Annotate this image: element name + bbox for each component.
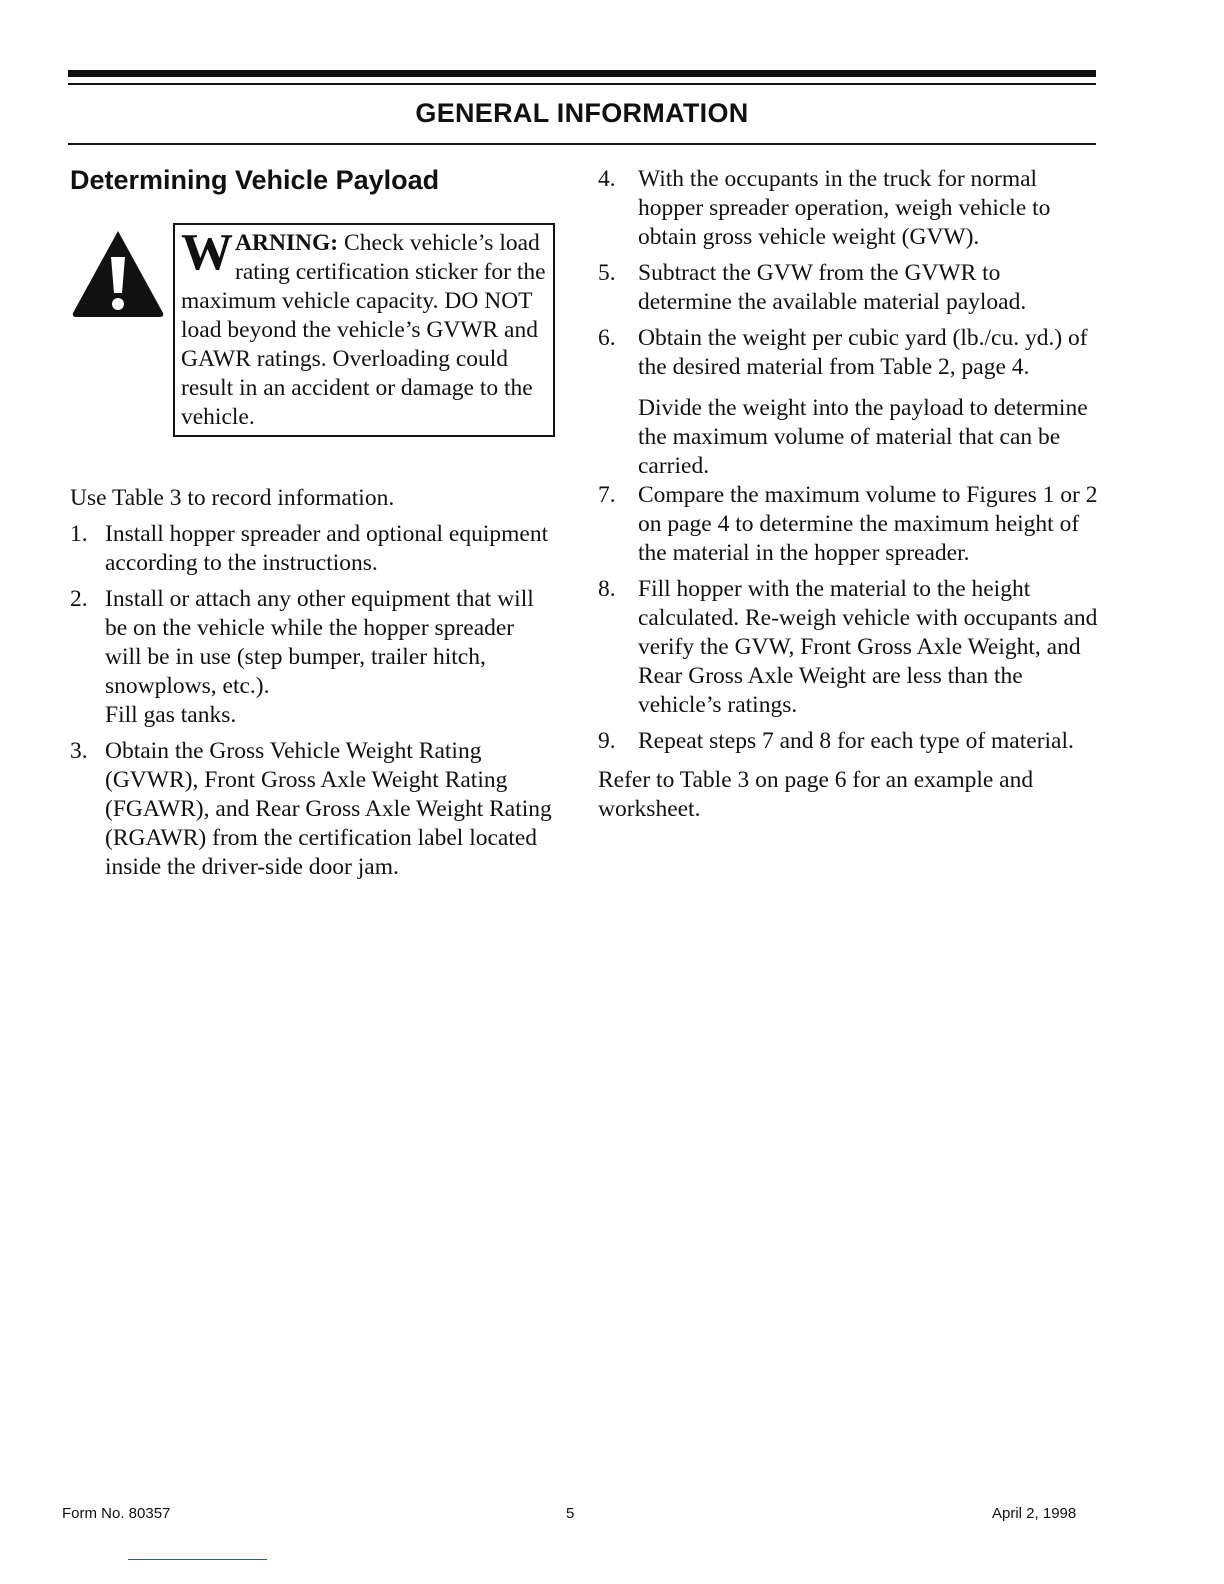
- footer-date: April 2, 1998: [992, 1505, 1077, 1522]
- list-item: [598, 165, 1098, 252]
- step-number: 1.: [70, 521, 88, 547]
- right-column: [598, 165, 1098, 824]
- warning-triangle-icon: [70, 227, 166, 324]
- warning-box: [173, 223, 555, 437]
- intro-text: Use Table 3 to record information.: [70, 485, 395, 511]
- list-item: [70, 737, 555, 882]
- step-text: Repeat steps 7 and 8 for each type of material.: [638, 728, 1074, 754]
- step-number: 5.: [598, 260, 616, 286]
- step-text: With the occupants in the truck for normal hopper spreader operation, weigh vehicle to obtain gross vehicle weight (GVW).: [638, 166, 1051, 250]
- step-number: 4.: [598, 166, 616, 192]
- warning-label: ARNING:: [235, 230, 339, 256]
- step6-continued-text: Divide the weight into the payload to determine the maximum volume of material that can be carried.: [638, 395, 1088, 479]
- step-text: Compare the maximum volume to Figures 1 or 2 on page 4 to determine the maximum height of the material in the hopper spreader.: [638, 482, 1098, 566]
- header-rule-thin: [68, 83, 1096, 85]
- step-number: 9.: [598, 728, 616, 754]
- step-number: 3.: [70, 738, 88, 764]
- step-number: 8.: [598, 576, 616, 602]
- step-number: 6.: [598, 325, 616, 351]
- list-item: [598, 727, 1098, 756]
- section-title: Determining Vehicle Payload: [70, 165, 440, 195]
- warning-text: Check vehicle’s load rating certification sticker for the maximum vehicle capacity. DO NOT load beyond the vehicle’s GVWR and GAWR ratings. Overloading could result in an accident or damage to the vehicle.: [181, 230, 546, 430]
- closing-text: Refer to Table 3 on page 6 for an example and worksheet.: [598, 767, 1034, 822]
- step-number: 2.: [70, 586, 88, 612]
- footer-form-number: Form No. 80357: [62, 1505, 171, 1522]
- list-item: [598, 575, 1098, 720]
- step-text: Install or attach any other equipment that will be on the vehicle while the hopper spreader will be in use (step bumper, trailer hitch, snowplows, etc.).: [105, 586, 534, 699]
- step-text: Obtain the Gross Vehicle Weight Rating (GVWR), Front Gross Axle Weight Rating (FGAWR), and Rear Gross Axle Weight Rating (RGAWR) from the certification label located inside the driver-side door jam.: [105, 738, 552, 880]
- warning-initial: W: [181, 224, 233, 281]
- steps-left-list: [70, 520, 555, 882]
- step-extra-text: Fill gas tanks.: [105, 702, 237, 728]
- list-item: [598, 324, 1098, 382]
- step-number: 7.: [598, 482, 616, 508]
- list-item: [70, 520, 555, 578]
- step-text: Obtain the weight per cubic yard (lb./cu. yd.) of the desired material from Table 2, page 4.: [638, 325, 1088, 380]
- step-text: Subtract the GVW from the GVWR to determine the available material payload.: [638, 260, 1027, 315]
- left-column: [70, 165, 555, 882]
- list-item: [598, 259, 1098, 317]
- bottom-divider: [128, 1559, 267, 1560]
- page-header-title: GENERAL INFORMATION: [415, 98, 749, 128]
- steps-right-list-b: [598, 481, 1098, 756]
- list-item: [70, 585, 555, 730]
- step-text: Fill hopper with the material to the height calculated. Re-weigh vehicle with occupants and verify the GVW, Front Gross Axle Weight, and Rear Gross Axle Weight are less than the vehicle’s ratings.: [638, 576, 1098, 718]
- list-item: [598, 481, 1098, 568]
- step-text: Install hopper spreader and optional equipment according to the instructions.: [105, 521, 549, 576]
- header-rule-thick: [68, 70, 1096, 77]
- steps-right-list-a: [598, 165, 1098, 382]
- header-rule-bottom: [68, 143, 1096, 145]
- footer-page-number: 5: [566, 1505, 575, 1522]
